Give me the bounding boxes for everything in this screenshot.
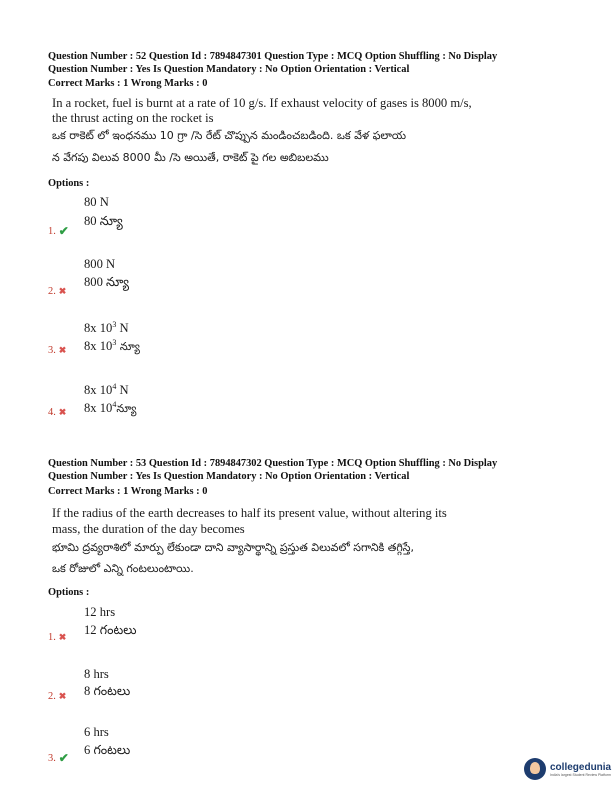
- logo-tagline: India's largest Student Review Platform: [550, 772, 611, 777]
- q52-text-en-line2: the thrust acting on the rocket is: [52, 111, 214, 125]
- q53-header-line1: Question Number : 53 Question Id : 7894847302 Question Type : MCQ Option Shuffling : No Display: [48, 458, 498, 469]
- q52-option-3-en-unit: N: [116, 321, 129, 336]
- q53-option-3-marker: [48, 751, 69, 766]
- q52-option-3-te-exponent: 3: [112, 338, 117, 347]
- cross-icon: ✖: [58, 632, 67, 642]
- check-icon: ✔: [58, 224, 69, 238]
- q52-option-3-marker: [48, 345, 66, 356]
- q53-option-2-marker: [48, 691, 66, 702]
- q52-option-2-marker: [48, 286, 66, 297]
- q53-option-1-te: 12 గంటలు: [84, 623, 137, 637]
- q53-header-line2: Question Number : Yes Is Question Mandatory : No Option Orientation : Vertical: [48, 471, 410, 482]
- q53-text-te-line1: భూమి ద్రవ్యరాశిలో మార్పు లేకుండా దాని వ్యాసార్థాన్ని ప్రస్తుత విలువలో సగానికి తగ్గిస్తే,: [52, 541, 414, 554]
- logo-mark-icon: [524, 758, 546, 780]
- q53-option-3-number: 3.: [48, 753, 56, 764]
- q52-option-3-en-exponent: 3: [112, 320, 117, 329]
- q52-option-2-number: 2.: [48, 286, 56, 297]
- q53-option-3-en: 6 hrs: [84, 725, 109, 739]
- q52-option-4-en-unit: N: [116, 383, 129, 398]
- collegedunia-logo: [524, 758, 611, 780]
- q52-option-4-te-unit: న్యూ: [116, 402, 137, 416]
- q52-option-3-te-unit: న్యూ: [116, 340, 140, 354]
- q52-option-4-en-base: 8x 10: [84, 383, 113, 398]
- q52-option-1-en: 80 N: [84, 195, 109, 209]
- q52-option-3-te-base: 8x 10: [84, 339, 113, 354]
- q52-marks: Correct Marks : 1 Wrong Marks : 0: [48, 78, 208, 89]
- q52-option-3-en-base: 8x 10: [84, 321, 113, 336]
- q52-option-3-number: 3.: [48, 345, 56, 356]
- logo-name: collegedunia: [550, 761, 612, 773]
- logo-wordmark: [550, 762, 611, 777]
- q52-option-4-te-exponent: 4: [112, 400, 117, 409]
- q52-option-2-te: 800 న్యూ: [84, 275, 130, 289]
- q52-text-te-line2: న వేగపు విలువ 8000 మీ /సె అయితే, రాకెట్ పై గల అబిబలము: [52, 151, 329, 164]
- q52-options-label: Options :: [48, 178, 90, 189]
- cross-icon: ✖: [58, 691, 67, 701]
- q52-option-1-marker: [48, 224, 69, 239]
- q53-options-label: Options :: [48, 587, 90, 598]
- q53-text-te-line2: ఒక రోజులో ఎన్ని గంటలుంటాయి.: [52, 562, 194, 575]
- q52-text-te-line1: ఒక రాకెట్ లో ఇంధనము 10 గ్రా /సె రేట్ చొప్పున మండించబడింది. ఒక వేళ ఫలాయ: [52, 129, 407, 142]
- q53-option-1-marker: [48, 632, 66, 643]
- q53-text-en-line2: mass, the duration of the day becomes: [52, 522, 245, 536]
- cross-icon: ✖: [58, 407, 67, 417]
- q53-option-2-te: 8 గంటలు: [84, 684, 131, 698]
- q53-text-en-line1: If the radius of the earth decreases to half its present value, without altering its: [52, 506, 447, 520]
- q52-option-1-te: 80 న్యూ: [84, 214, 123, 228]
- q52-option-4-te: [84, 396, 136, 417]
- q53-marks: Correct Marks : 1 Wrong Marks : 0: [48, 486, 208, 497]
- q52-option-4-marker: [48, 407, 66, 418]
- q52-header-line1: Question Number : 52 Question Id : 7894847301 Question Type : MCQ Option Shuffling : No Display: [48, 51, 498, 62]
- q52-text-en-line1: In a rocket, fuel is burnt at a rate of 10 g/s. If exhaust velocity of gases is 8000 m/s,: [52, 96, 472, 110]
- q53-option-2-number: 2.: [48, 691, 56, 702]
- q52-header-line2: Question Number : Yes Is Question Mandatory : No Option Orientation : Vertical: [48, 64, 410, 75]
- check-icon: ✔: [58, 751, 69, 765]
- q52-option-3-te: [84, 334, 140, 355]
- q52-option-4-en-exponent: 4: [112, 382, 117, 391]
- cross-icon: ✖: [58, 286, 67, 296]
- q52-option-2-en: 800 N: [84, 257, 116, 271]
- q53-option-1-number: 1.: [48, 632, 56, 643]
- q52-option-1-number: 1.: [48, 226, 56, 237]
- q53-option-3-te: 6 గంటలు: [84, 743, 131, 757]
- cross-icon: ✖: [58, 345, 67, 355]
- q52-option-4-te-base: 8x 10: [84, 401, 113, 416]
- q53-option-2-en: 8 hrs: [84, 667, 109, 681]
- q52-option-4-number: 4.: [48, 407, 56, 418]
- q53-option-1-en: 12 hrs: [84, 605, 116, 619]
